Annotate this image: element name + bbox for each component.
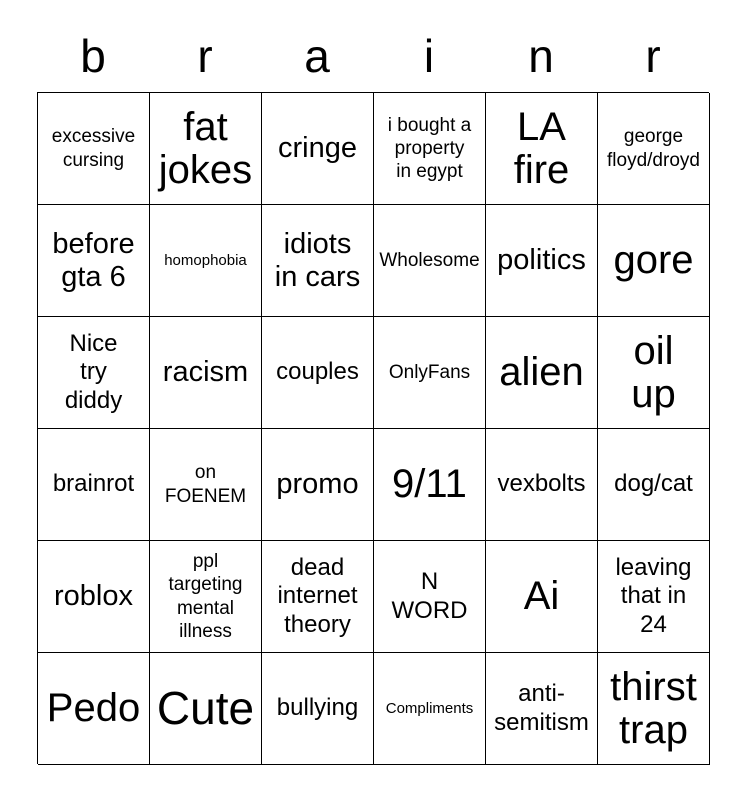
bingo-cell-label: brainrot [52,470,135,498]
bingo-cell-label: leaving that in 24 [615,554,692,638]
bingo-cell-r5-c5[interactable] [486,541,598,653]
bingo-cell-r4-c5[interactable] [486,429,598,541]
bingo-cell-r3-c1[interactable] [38,317,150,429]
bingo-cell-r5-c4[interactable] [374,541,486,653]
bingo-cell-r6-c1[interactable] [38,653,150,765]
header-letter-a: a [304,30,330,82]
bingo-cell-label: couples [276,358,359,386]
bingo-cell-label: OnlyFans [388,361,471,383]
bingo-cell-r3-c6[interactable] [598,317,710,429]
bingo-cell-label: idiots in cars [274,228,361,293]
bingo-cell-label: N WORD [391,568,468,624]
bingo-cell-r6-c5[interactable] [486,653,598,765]
bingo-cell-label: on FOENEM [164,462,247,507]
bingo-cell-r1-c3[interactable] [262,93,374,205]
bingo-cell-r2-c5[interactable] [486,205,598,317]
bingo-cell-label: gore [613,238,694,283]
bingo-cell-label: Compliments [385,699,474,717]
bingo-cell-label: excessive cursing [51,126,136,171]
bingo-cell-label: george floyd/droyd [607,126,700,171]
bingo-cell-r6-c4[interactable] [374,653,486,765]
bingo-cell-label: cringe [278,132,357,165]
bingo-cell-label: Ai [523,574,560,619]
bingo-cell-label: roblox [54,580,133,613]
bingo-cell-r2-c6[interactable] [598,205,710,317]
bingo-cell-label: dog/cat [614,470,693,498]
bingo-cell-label: alien [499,350,584,395]
bingo-cell-label: dead internet theory [277,554,358,638]
bingo-header [37,30,709,94]
bingo-cell-r5-c6[interactable] [598,541,710,653]
bingo-cell-label: before gta 6 [52,228,135,293]
bingo-cell-label: Pedo [46,686,141,731]
bingo-cell-r4-c1[interactable] [38,429,150,541]
bingo-cell-r3-c3[interactable] [262,317,374,429]
bingo-cell-r3-c4[interactable] [374,317,486,429]
bingo-cell-label: oil up [631,328,676,416]
header-letter-r-1: r [197,30,213,82]
bingo-cell-label: racism [162,356,249,389]
bingo-cell-r4-c2[interactable] [150,429,262,541]
bingo-cell-r4-c3[interactable] [262,429,374,541]
bingo-cell-r5-c2[interactable] [150,541,262,653]
bingo-cell-r5-c1[interactable] [38,541,150,653]
bingo-cell-r2-c3[interactable] [262,205,374,317]
bingo-cell-r3-c5[interactable] [486,317,598,429]
bingo-cell-label: i bought a property in egypt [387,114,472,183]
header-letter-n: n [528,30,554,82]
bingo-cell-label: vexbolts [497,470,586,498]
bingo-cell-r2-c2[interactable] [150,205,262,317]
bingo-cell-label: politics [497,244,586,277]
bingo-cell-r1-c4[interactable] [374,93,486,205]
bingo-cell-label: ppl targeting mental illness [168,551,243,642]
bingo-cell-label: anti- semitism [494,680,589,736]
bingo-cell-label: thirst trap [610,664,697,752]
bingo-cell-r4-c4[interactable] [374,429,486,541]
bingo-cell-r2-c1[interactable] [38,205,150,317]
bingo-cell-r5-c3[interactable] [262,541,374,653]
bingo-cell-r6-c6[interactable] [598,653,710,765]
bingo-cell-label: homophobia [164,251,247,269]
bingo-cell-r1-c2[interactable] [150,93,262,205]
bingo-cell-r1-c1[interactable] [38,93,150,205]
bingo-cell-r1-c6[interactable] [598,93,710,205]
bingo-cell-r6-c3[interactable] [262,653,374,765]
bingo-cell-label: 9/11 [392,462,467,507]
bingo-cell-label: LA fire [513,104,570,192]
header-letter-r-2: r [645,30,661,82]
bingo-cell-label: Cute [156,681,255,734]
bingo-cell-label: fat jokes [158,104,253,192]
bingo-cell-r6-c2[interactable] [150,653,262,765]
header-letter-i: i [423,30,435,82]
bingo-cell-label: Wholesome [379,249,480,271]
bingo-card-grid [37,92,709,764]
bingo-cell-r2-c4[interactable] [374,205,486,317]
bingo-cell-r1-c5[interactable] [486,93,598,205]
header-letter-b-1: b [80,30,106,82]
bingo-cell-r3-c2[interactable] [150,317,262,429]
bingo-cell-label: Nice try diddy [64,330,123,414]
bingo-cell-r4-c6[interactable] [598,429,710,541]
bingo-cell-label: bullying [276,694,359,722]
bingo-cell-label: promo [276,468,359,501]
